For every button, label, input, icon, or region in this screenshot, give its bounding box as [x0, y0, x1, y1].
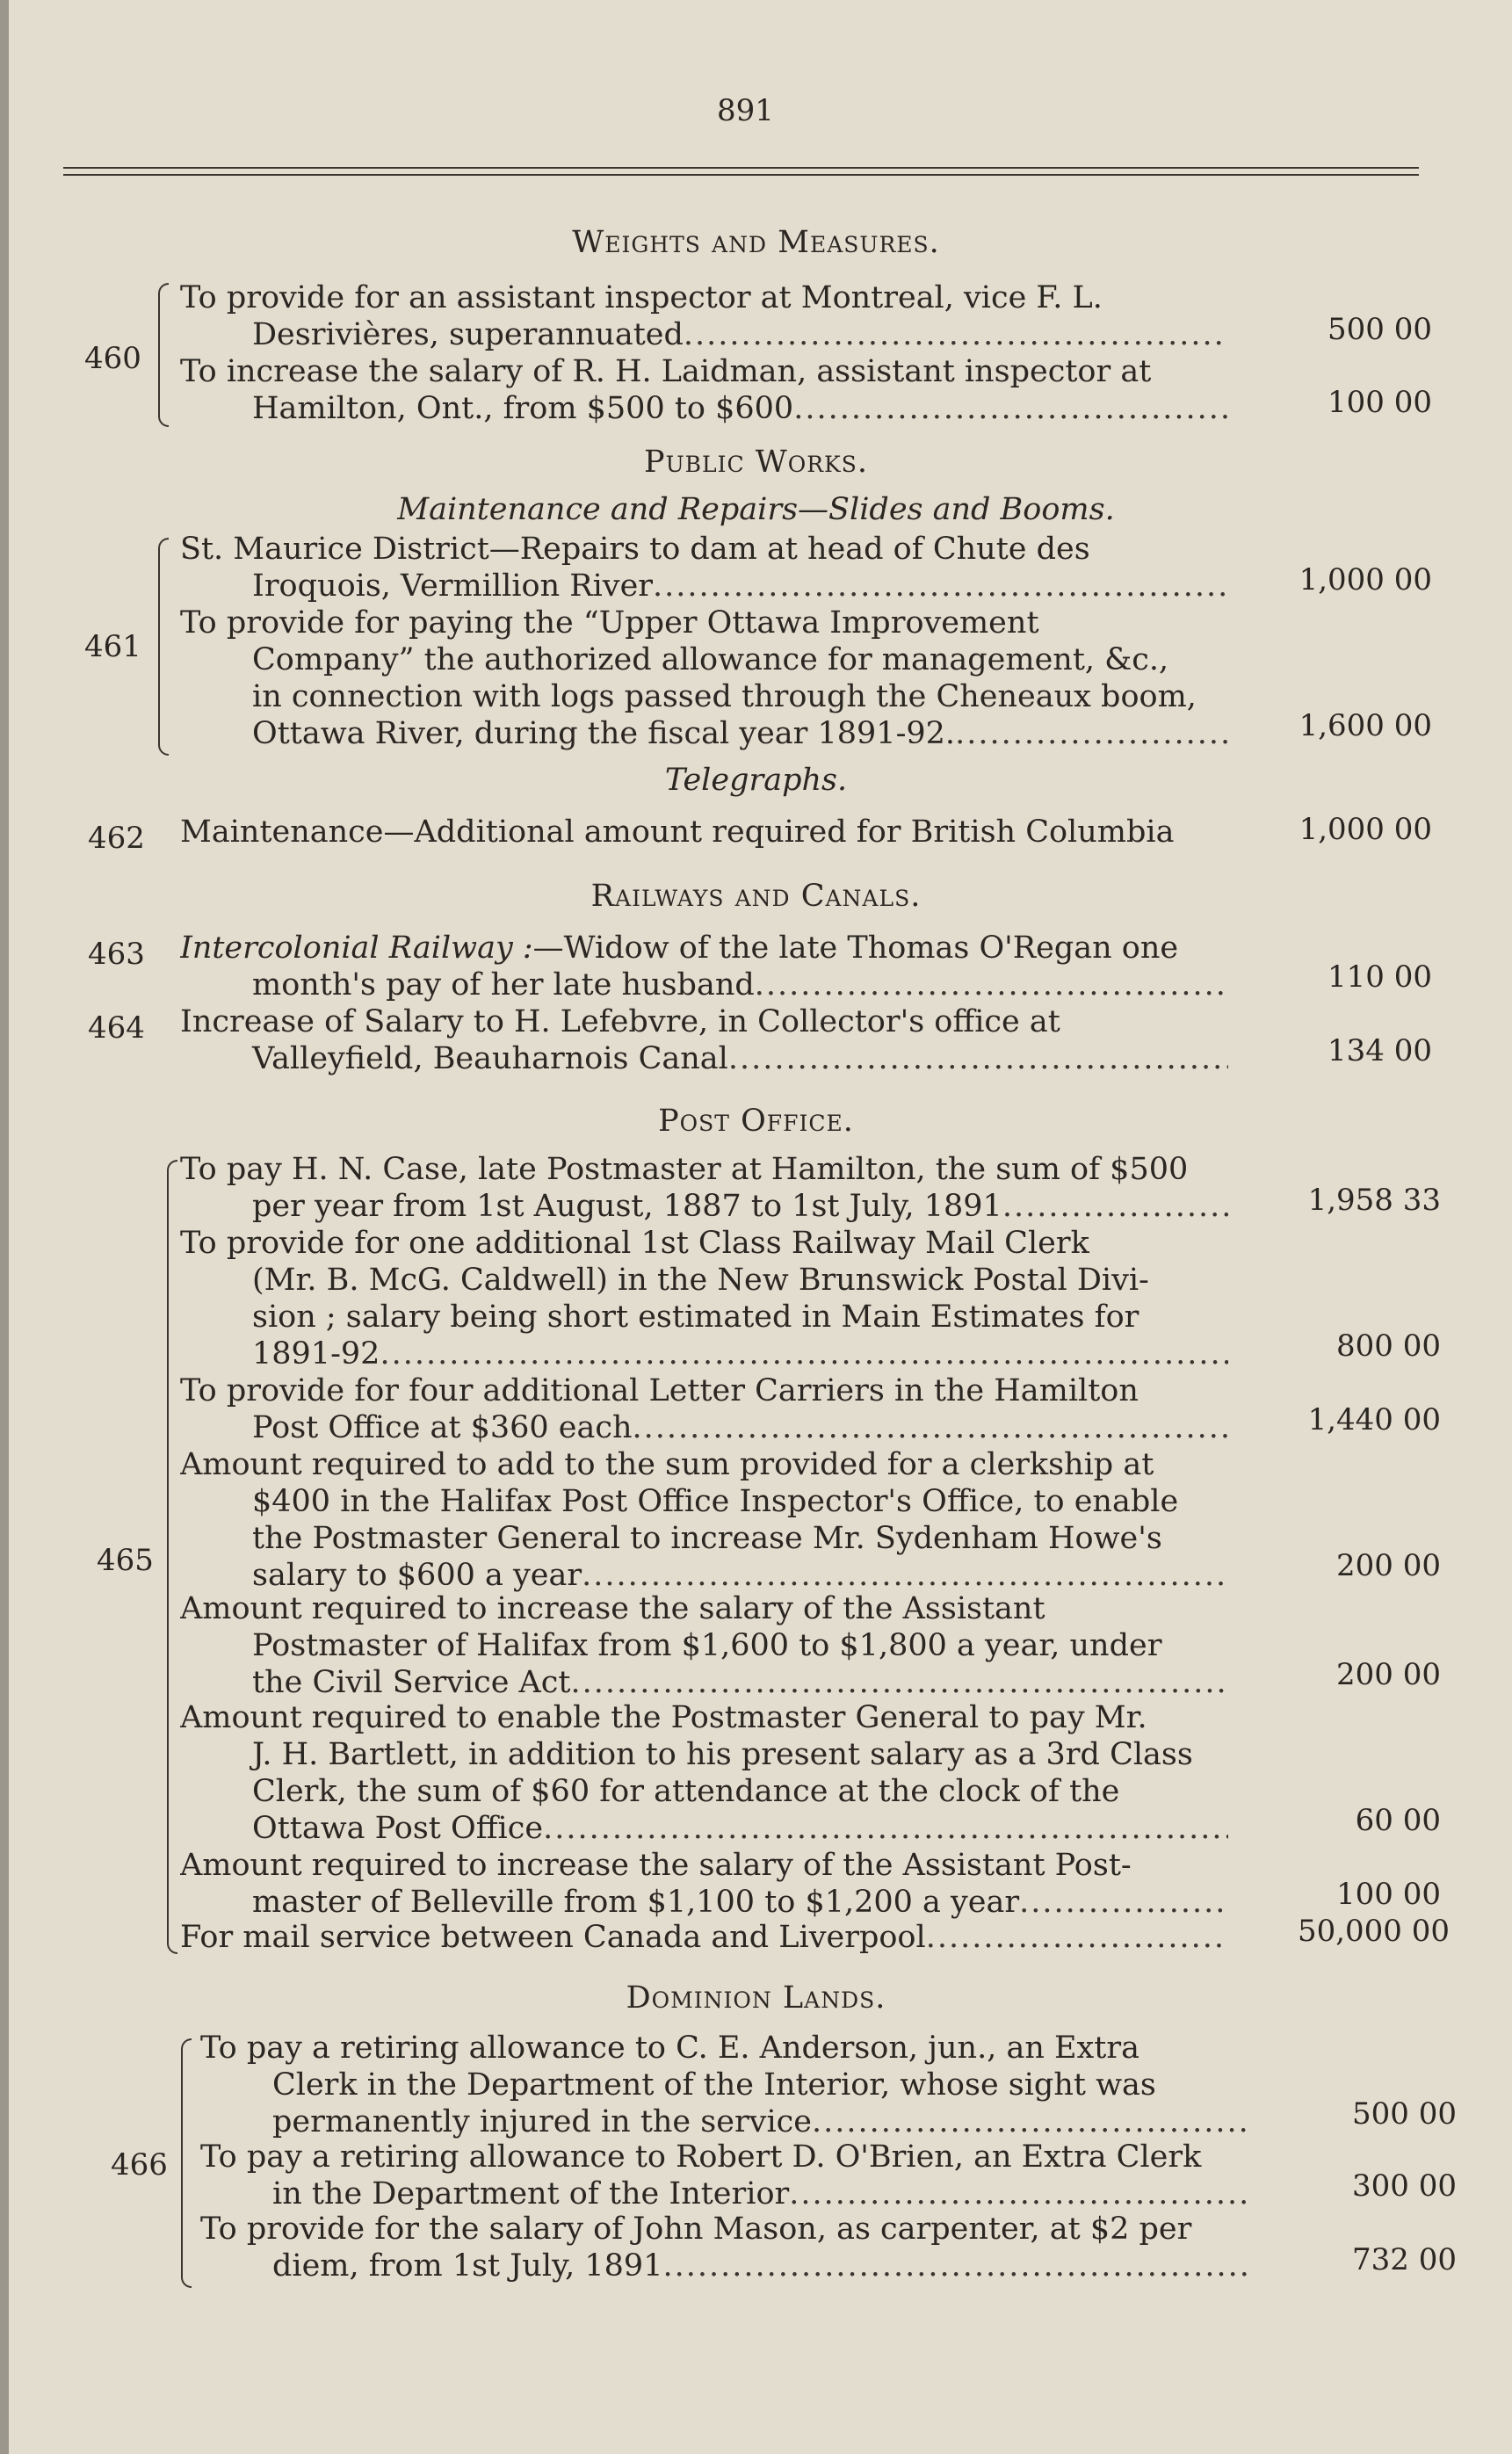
- estimate-item: Amount required to increase the salary of the Assistant Postmaster of Halifax from $1,600 to $1,800 a year, under the Civil Service Act .....: [180, 1590, 1228, 1701]
- section-heading-public-works: Public Works.: [644, 445, 868, 480]
- estimate-item: To provide for the salary of John Mason, as carpenter, at $2 per diem, from 1st July, 1891 .....: [200, 2211, 1248, 2284]
- page-number: 891: [717, 93, 774, 128]
- estimate-item: To pay H. N. Case, late Postmaster at Hamilton, the sum of $500 per year from 1st August, 1887 to 1st July, 1891 .....: [180, 1151, 1228, 1225]
- estimate-item: To provide for an assistant inspector at Montreal, vice F. L. Desrivières, superannuated .....: [180, 279, 1228, 353]
- amount: 300 00: [1352, 2168, 1457, 2204]
- estimate-item: Increase of Salary to H. Lefebvre, in Collector's office at Valleyfield, Beauharnois Canal .....: [180, 1003, 1228, 1077]
- section-heading-post-office: Post Office.: [658, 1104, 854, 1139]
- amount: 800 00: [1336, 1328, 1441, 1364]
- amount: 1,000 00: [1299, 562, 1432, 597]
- amount: 50,000 00: [1297, 1914, 1450, 1949]
- amount: 100 00: [1328, 385, 1432, 420]
- brace: [181, 2038, 192, 2288]
- estimate-item: For mail service between Canada and Liverpool .....: [180, 1919, 1228, 1956]
- estimate-item: Intercolonial Railway :—Widow of the late Thomas O'Regan one month's pay of her late husband .....: [180, 930, 1228, 1003]
- amount: 134 00: [1328, 1033, 1432, 1068]
- estimate-item: To provide for four additional Letter Carriers in the Hamilton Post Office at $360 each .....: [180, 1372, 1228, 1446]
- brace: [158, 283, 169, 427]
- amount: 1,958 33: [1307, 1183, 1441, 1218]
- vote-number: 460: [84, 341, 141, 376]
- estimate-item: Amount required to add to the sum provided for a clerkship at $400 in the Halifax Post Office Inspector's Office, to enable the Postmaster General to increase Mr. Sydenham Howe's salary to $600 a year .....: [180, 1446, 1228, 1594]
- estimate-item: To increase the salary of R. H. Laidman, assistant inspector at Hamilton, Ont., from $500 to $600 .....: [180, 353, 1228, 427]
- amount: 110 00: [1328, 959, 1432, 995]
- page-spine-edge: [0, 0, 9, 2454]
- subheading-telegraphs: Telegraphs.: [664, 763, 848, 798]
- header-rule-top: [63, 167, 1419, 169]
- amount: 100 00: [1336, 1877, 1441, 1912]
- brace: [167, 1160, 177, 1954]
- section-heading-weights-measures: Weights and Measures.: [572, 225, 940, 260]
- vote-number: 465: [97, 1543, 154, 1578]
- vote-number: 461: [84, 629, 141, 664]
- estimate-item: To pay a retiring allowance to C. E. Anderson, jun., an Extra Clerk in the Department of the Interior, whose sight was permanently injured in the service .....: [200, 2030, 1248, 2140]
- vote-number: 462: [88, 821, 145, 856]
- section-heading-dominion-lands: Dominion Lands.: [626, 1980, 886, 2016]
- vote-number: 466: [111, 2147, 168, 2183]
- amount: 60 00: [1355, 1803, 1441, 1838]
- estimate-item: To provide for paying the “Upper Ottawa Improvement Company” the authorized allowance for management, &c., in connection with logs passed through the Cheneaux boom, Ottawa River, during the fiscal year 1891-92. .....: [180, 604, 1228, 752]
- vote-number: 464: [88, 1010, 145, 1046]
- amount: 200 00: [1336, 1657, 1441, 1692]
- brace: [158, 538, 169, 756]
- amount: 1,000 00: [1299, 812, 1432, 847]
- subheading-slides-booms: Maintenance and Repairs—Slides and Booms.: [397, 492, 1115, 527]
- amount: 200 00: [1336, 1548, 1441, 1583]
- amount: 732 00: [1352, 2242, 1457, 2277]
- estimate-item: Amount required to enable the Postmaster General to pay Mr. J. H. Bartlett, in addition to his present salary as a 3rd Class Clerk, the sum of $60 for attendance at the clock of the Ottawa Post Office .....: [180, 1699, 1228, 1847]
- estimate-item: St. Maurice District—Repairs to dam at head of Chute des Iroquois, Vermillion River .....: [180, 531, 1228, 604]
- amount: 500 00: [1352, 2096, 1457, 2132]
- amount: 1,440 00: [1307, 1402, 1441, 1437]
- vote-number: 463: [88, 937, 145, 972]
- estimate-item: Amount required to increase the salary of the Assistant Post- master of Belleville from $1,100 to $1,200 a year .....: [180, 1847, 1228, 1921]
- header-rule-bottom: [63, 174, 1419, 176]
- estimate-item: To pay a retiring allowance to Robert D. O'Brien, an Extra Clerk in the Department of the Interior .....: [200, 2139, 1248, 2212]
- amount: 1,600 00: [1299, 708, 1432, 743]
- estimate-item: To provide for one additional 1st Class Railway Mail Clerk (Mr. B. McG. Caldwell) in the New Brunswick Postal Divi- sion ; salary being short estimated in Main Estimates for 1891-92 .....: [180, 1225, 1228, 1372]
- estimate-item: Maintenance—Additional amount required for British Columbia: [180, 814, 1175, 850]
- section-heading-railways-canals: Railways and Canals.: [590, 879, 922, 914]
- amount: 500 00: [1328, 312, 1432, 347]
